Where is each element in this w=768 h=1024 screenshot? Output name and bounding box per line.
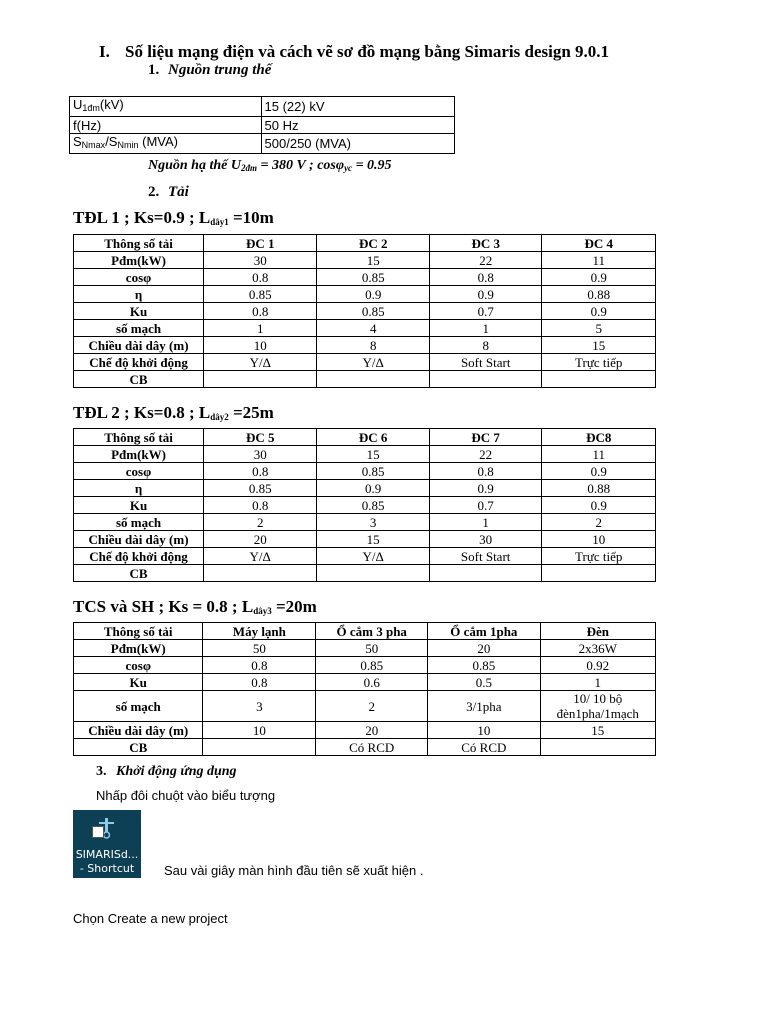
- table-cell: 0.8: [204, 497, 317, 514]
- parameter-label: CB: [74, 739, 203, 756]
- load-table: [73, 622, 656, 756]
- table-cell: 0.9: [317, 286, 429, 303]
- document-heading: [99, 42, 609, 62]
- source-value: 500/250 (MVA): [261, 134, 454, 154]
- table-cell: 15: [542, 337, 656, 354]
- table-row: [74, 480, 656, 497]
- parameter-label: Ku: [74, 497, 204, 514]
- table-cell: 0.6: [316, 674, 428, 691]
- icon-caption-line1: SIMARISd...: [75, 848, 139, 861]
- table-row: [74, 722, 656, 739]
- table-cell: 0.9: [542, 497, 656, 514]
- table-cell: [317, 371, 429, 388]
- table-row: [74, 252, 656, 269]
- table-row: [74, 320, 656, 337]
- table-header-row: [74, 429, 656, 446]
- table-row: [74, 640, 656, 657]
- table-cell: [540, 739, 655, 756]
- table-cell: 2: [204, 514, 317, 531]
- table-cell: Y/Δ: [317, 354, 429, 371]
- table-row: [74, 548, 656, 565]
- parameter-label: η: [74, 480, 204, 497]
- table-row: [74, 463, 656, 480]
- subheading-number: 3.: [96, 764, 107, 779]
- table-cell: 0.8: [204, 463, 317, 480]
- table-cell: 8: [429, 337, 542, 354]
- table-cell: 2: [542, 514, 656, 531]
- source-table: [69, 96, 455, 154]
- column-header: Ổ cắm 3 pha: [316, 623, 428, 640]
- table-row: [74, 565, 656, 582]
- table-cell: 0.9: [542, 269, 656, 286]
- heading-number: I.: [99, 42, 110, 61]
- parameter-label: η: [74, 286, 204, 303]
- table-cell: 0.5: [428, 674, 540, 691]
- table-cell: 1: [540, 674, 655, 691]
- table-cell: 50: [203, 640, 316, 657]
- column-header: Đèn: [540, 623, 655, 640]
- table-cell: 0.85: [317, 303, 429, 320]
- table-cell: Y/Δ: [204, 548, 317, 565]
- table-cell: 15: [317, 252, 429, 269]
- column-header: ĐC 7: [429, 429, 542, 446]
- table-cell: Soft Start: [429, 354, 542, 371]
- parameter-label: Pđm(kW): [74, 446, 204, 463]
- parameter-label: Chiều dài dây (m): [74, 337, 204, 354]
- table-cell: 1: [429, 514, 542, 531]
- parameter-label: Pđm(kW): [74, 252, 204, 269]
- subheading-text: Khởi động ứng dụng: [116, 764, 237, 779]
- table-row: [74, 497, 656, 514]
- table-cell: 10: [204, 337, 317, 354]
- subheading-text: Nguồn trung thế: [168, 62, 272, 78]
- table-cell: 0.85: [428, 657, 540, 674]
- table-cell: 3: [203, 691, 316, 722]
- section-title: TĐL 1 ; Ks=0.9 ; $L_{dây1} =10m$: [73, 208, 274, 227]
- subheading-start-app: [96, 764, 237, 780]
- source-value: 50 Hz: [261, 117, 454, 134]
- column-header: ĐC 1: [204, 235, 317, 252]
- table-cell: Y/Δ: [204, 354, 317, 371]
- parameter-label: cosφ: [74, 657, 203, 674]
- table-row: [74, 739, 656, 756]
- table-cell: 0.9: [317, 480, 429, 497]
- icon-caption-line2: - Shortcut: [79, 862, 135, 875]
- table-cell: 0.8: [204, 303, 317, 320]
- table-cell: 3/1pha: [428, 691, 540, 722]
- parameter-label: Pđm(kW): [74, 640, 203, 657]
- table-cell: 0.8: [203, 674, 316, 691]
- source-value: 15 (22) kV: [261, 97, 454, 117]
- table-cell: 30: [204, 446, 317, 463]
- shortcut-arrow-icon: [92, 826, 104, 838]
- parameter-label: Ku: [74, 674, 203, 691]
- table-row: [74, 303, 656, 320]
- subheading-number: 2.: [148, 184, 160, 200]
- table-cell: Trực tiếp: [542, 548, 656, 565]
- table-row: [70, 117, 455, 134]
- table-cell: 0.9: [429, 286, 542, 303]
- column-header: ĐC 6: [317, 429, 429, 446]
- load-table: [73, 234, 656, 388]
- table-header-row: [74, 623, 656, 640]
- section-title: TĐL 2 ; Ks=0.8 ; $L_{dây2} =25m$: [73, 403, 274, 422]
- parameter-label: Chiều dài dây (m): [74, 531, 204, 548]
- table-cell: Có RCD: [428, 739, 540, 756]
- table-cell: 2: [316, 691, 428, 722]
- table-cell: 0.85: [204, 286, 317, 303]
- table-cell: [542, 565, 656, 582]
- table-cell: 8: [317, 337, 429, 354]
- instruction-wait: Sau vài giây màn hình đầu tiên sẽ xuất hiện .: [164, 863, 424, 878]
- table-cell: 0.85: [204, 480, 317, 497]
- parameter-label: số mạch: [74, 320, 204, 337]
- subheading-text: Tải: [168, 184, 189, 200]
- table-cell: 1: [204, 320, 317, 337]
- table-cell: 11: [542, 252, 656, 269]
- table-row: [74, 674, 656, 691]
- table-row: [74, 354, 656, 371]
- table-cell: Trực tiếp: [542, 354, 656, 371]
- table-row: [74, 286, 656, 303]
- heading-text: Số liệu mạng điện và cách vẽ sơ đồ mạng bằng Simaris design 9.0.1: [125, 42, 610, 61]
- parameter-label: số mạch: [74, 514, 204, 531]
- parameter-label: CB: [74, 371, 204, 388]
- instruction-create-project: Chọn Create a new project: [73, 911, 228, 926]
- table-row: [74, 446, 656, 463]
- table-cell: 3: [317, 514, 429, 531]
- column-header: ĐC 5: [204, 429, 317, 446]
- table-cell: 50: [316, 640, 428, 657]
- column-header: ĐC 3: [429, 235, 542, 252]
- table-cell: 10: [203, 722, 316, 739]
- table-cell: 15: [540, 722, 655, 739]
- low-voltage-spec: Nguồn hạ thế $U_{2đm} = 380$ V ; cosφ$_{yc}$ = 0.95: [148, 158, 392, 173]
- table-cell: 0.9: [542, 303, 656, 320]
- table-cell: 30: [429, 531, 542, 548]
- section-title: TCS và SH ; Ks = 0.8 ; $L_{dây3} =20m$: [73, 597, 317, 616]
- table-cell: 0.8: [429, 269, 542, 286]
- table-cell: 30: [204, 252, 317, 269]
- table-cell: [542, 371, 656, 388]
- table-row: [74, 337, 656, 354]
- parameter-label: CB: [74, 565, 204, 582]
- source-label: $U_{1đm}(kV)$: [70, 97, 262, 117]
- column-header: Ổ cắm 1pha: [428, 623, 540, 640]
- table-cell: Soft Start: [429, 548, 542, 565]
- table-cell: 0.7: [429, 497, 542, 514]
- table-cell: 10/ 10 bộ đèn1pha/1mạch: [540, 691, 655, 722]
- table-header-row: [74, 235, 656, 252]
- table-cell: 0.85: [317, 463, 429, 480]
- table-cell: 11: [542, 446, 656, 463]
- table-cell: [204, 371, 317, 388]
- table-row: [74, 269, 656, 286]
- table-cell: 10: [428, 722, 540, 739]
- table-cell: 0.85: [317, 497, 429, 514]
- table-cell: 20: [316, 722, 428, 739]
- parameter-label: Chế độ khởi động: [74, 548, 204, 565]
- table-cell: 10: [542, 531, 656, 548]
- table-cell: [429, 371, 542, 388]
- table-cell: 15: [317, 446, 429, 463]
- parameter-label: số mạch: [74, 691, 203, 722]
- table-row: [70, 134, 455, 154]
- table-cell: Y/Δ: [317, 548, 429, 565]
- table-cell: 20: [204, 531, 317, 548]
- column-header: ĐC 4: [542, 235, 656, 252]
- table-cell: [204, 565, 317, 582]
- table-row: [74, 657, 656, 674]
- column-header: ĐC 2: [317, 235, 429, 252]
- table-cell: 2x36W: [540, 640, 655, 657]
- table-row: [74, 371, 656, 388]
- table-cell: 22: [429, 446, 542, 463]
- table-cell: 20: [428, 640, 540, 657]
- table-row: [70, 97, 455, 117]
- simaris-shortcut-icon[interactable]: [73, 810, 141, 878]
- table-cell: 22: [429, 252, 542, 269]
- parameter-label: cosφ: [74, 269, 204, 286]
- table-cell: 15: [317, 531, 429, 548]
- load-table: [73, 428, 656, 582]
- column-header: Máy lạnh: [203, 623, 316, 640]
- subheading-load: [148, 184, 189, 201]
- source-label: $S_{Nmax}/S_{Nmin}$ (MVA): [70, 134, 262, 154]
- parameter-label: Chiều dài dây (m): [74, 722, 203, 739]
- column-header: Thông số tải: [74, 429, 204, 446]
- instruction-double-click: Nhấp đôi chuột vào biểu tượng: [96, 788, 276, 803]
- table-cell: 0.8: [429, 463, 542, 480]
- table-cell: 0.9: [542, 463, 656, 480]
- table-cell: 0.85: [316, 657, 428, 674]
- source-label: f(Hz): [70, 117, 262, 134]
- parameter-label: cosφ: [74, 463, 204, 480]
- table-cell: [203, 739, 316, 756]
- table-cell: 5: [542, 320, 656, 337]
- table-cell: Có RCD: [316, 739, 428, 756]
- table-cell: 1: [429, 320, 542, 337]
- table-row: [74, 514, 656, 531]
- parameter-label: Ku: [74, 303, 204, 320]
- column-header: Thông số tải: [74, 235, 204, 252]
- table-cell: 0.92: [540, 657, 655, 674]
- table-row: [74, 531, 656, 548]
- table-cell: [429, 565, 542, 582]
- table-cell: 0.88: [542, 286, 656, 303]
- table-row: [74, 691, 656, 722]
- table-cell: 0.8: [204, 269, 317, 286]
- subheading-medium-voltage: [148, 62, 271, 79]
- table-cell: 0.85: [317, 269, 429, 286]
- column-header: ĐC8: [542, 429, 656, 446]
- table-cell: 0.8: [203, 657, 316, 674]
- table-cell: [317, 565, 429, 582]
- subheading-number: 1.: [148, 62, 160, 78]
- column-header: Thông số tải: [74, 623, 203, 640]
- table-cell: 0.9: [429, 480, 542, 497]
- parameter-label: Chế độ khởi động: [74, 354, 204, 371]
- table-cell: 0.88: [542, 480, 656, 497]
- table-cell: 4: [317, 320, 429, 337]
- table-cell: 0.7: [429, 303, 542, 320]
